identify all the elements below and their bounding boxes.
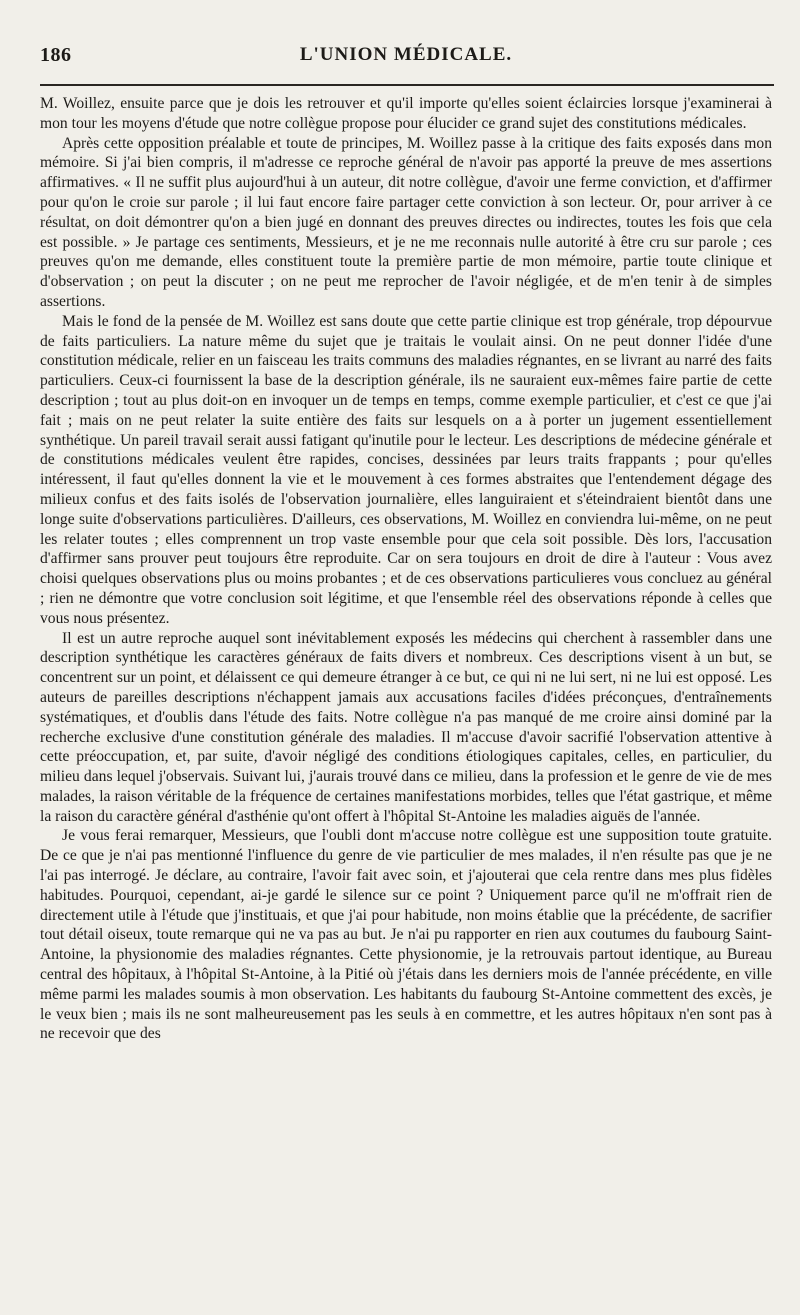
paragraph-5: Je vous ferai remarquer, Messieurs, que l'oubli dont m'accuse notre collègue est une supposition toute gratuite. De ce que je n'ai pas mentionné l'influence du genre de vie particulier de mes malades, il n'en résulte pas que je ne l'ai pas interrogé. Je déclare, au contraire, l'avoir fait avec soin, et j'ajouterai que cela rentre dans mes plus fidèles habitudes. Pourquoi, cependant, ai-je gardé le silence sur ce point ? Uniquement parce qu'il ne m'offrait rien de directement utile à l'étude que j'instituais, et que j'ai pour habitude, non moins établie que la précédente, de sacrifier tout détail oiseux, toute remarque qui ne va pas au but. Je n'ai pu rapporter en rien aux coutumes du faubourg Saint-Antoine, la physionomie des maladies régnantes. Cette physionomie, je la retrouvais partout identique, au Bureau central des hôpitaux, à l'hôpital St-Antoine, à la Pitié où j'étais dans les derniers mois de l'année précédente, en ville même parmi les malades soumis à mon observation. Les habitants du faubourg St-Antoine commettent des excès, je le veux bien ; mais ils ne sont malheureusement pas les seuls à en commettre, et les autres hôpitaux n'en sont pas à ne recevoir que des: [40, 827, 772, 1043]
paragraph-3: Mais le fond de la pensée de M. Woillez est sans doute que cette partie clinique est trop générale, trop dépourvue de faits particuliers. La nature même du sujet que je traitais le voulait ainsi. On ne peut donner l'idée d'une constitution médicale, relier en un faisceau les traits communs des maladies régnantes, en se livrant au narré des faits particuliers. Ceux-ci fournissent la base de la description générale, ils ne sauraient eux-mêmes faire partie de cette description ; tout au plus doit-on en invoquer un de temps en temps, comme exemple particulier, et c'est ce que j'ai fait ; mais on ne peut relater la suite entière des faits sur lesquels on a à porter un jugement essentiellement synthétique. Un pareil travail serait aussi fatigant qu'inutile pour le lecteur. Les descriptions de médecine générale et de constitutions médicales veulent être rapides, concises, dessinées par leurs traits frappants ; pour qu'elles intéressent, il faut qu'elles donnent la vie et le mouvement à ces formes abstraites que l'entendement dégage des milieux confus et des faits isolés de l'observation journalière, elles languiraient et s'éteindraient bientôt dans une longe suite d'observations particulières. D'ailleurs, ces observations, M. Woillez en conviendra lui-même, on ne peut les relater toutes ; elles comprennent un trop vaste ensemble pour que cela soit possible. Dès lors, l'accusation d'affirmer sans prouver peut toujours être reproduite. Car on sera toujours en droit de dire à l'auteur : Vous avez choisi quelques observations plus ou moins probantes ; et de ces observations particulieres vous concluez au général ; rien ne démontre que votre conclusion soit légitime, et que l'ensemble réel des observations réponde à celles que vous nous présentez.: [40, 312, 772, 627]
paragraph-2: Après cette opposition préalable et toute de principes, M. Woillez passe à la critique des faits exposés dans mon mémoire. Si j'ai bien compris, il m'adresse ce reproche général de n'avoir pas apporté la preuve de mes assertions affirmatives. « Il ne suffit plus aujourd'hui à un auteur, dit notre collègue, d'avoir une ferme conviction, et d'affirmer pour qu'on le croie sur parole ; il lui faut encore faire partager cette conviction à son lecteur. Or, pour arriver à ce résultat, on doit démontrer qu'on a bien jugé en donnant des preuves directes ou indirectes, toutes les fois que cela est possible. » Je partage ces sentiments, Messieurs, et je ne me reconnais nulle autorité à être cru sur parole ; ces preuves qu'on me demande, elles constituent toute la première partie de mon mémoire, partie toute clinique et d'observation ; on peut la discuter ; on ne peut me reprocher de l'avoir négligée, et de m'en tenir à de simples assertions.: [40, 134, 772, 310]
paragraph-1: M. Woillez, ensuite parce que je dois les retrouver et qu'il importe qu'elles soient éclaircies lorsque j'examinerai à mon tour les moyens d'étude que notre collègue propose pour élucider ce grand sujet des constitutions médicales.: [40, 95, 772, 132]
header-rule: [40, 84, 774, 86]
running-title: L'UNION MÉDICALE.: [299, 44, 513, 65]
page-body: [40, 94, 772, 1044]
paragraph-4: Il est un autre reproche auquel sont inévitablement exposés les médecins qui cherchent à rassembler dans une description synthétique les caractères généraux de faits divers et nombreux. Ces descriptions visent à un but, se concentrent sur un point, et délaissent ce qui demeure étranger à ce but, ce qui ni ne lui sert, ni ne lui est opposé. Les auteurs de pareilles descriptions n'échappent jamais aux accusations faciles d'idées préconçues, d'entraînements systématiques, et d'oublis dans l'étude des faits. Notre collègue n'a pas manqué de me croire ainsi dominé par la recherche exclusive d'une constitution générale des maladies. Il m'accuse d'avoir sacrifié l'observation attentive à cette préoccupation, et, par suite, d'avoir négligé des conditions étiologiques capitales, celles, en particulier, du milieu dans lequel j'observais. Suivant lui, j'aurais trouvé dans ce milieu, dans la profession et le genre de vie de mes malades, la raison véritable de la fréquence de certaines manifestations morbides, telles que l'état gastrique, et même la raison du caractère général d'asthénie qu'ont offert à l'hôpital St-Antoine les maladies aiguës de l'année.: [40, 629, 772, 825]
page-header: [40, 44, 772, 74]
page-number: 186: [40, 44, 72, 66]
